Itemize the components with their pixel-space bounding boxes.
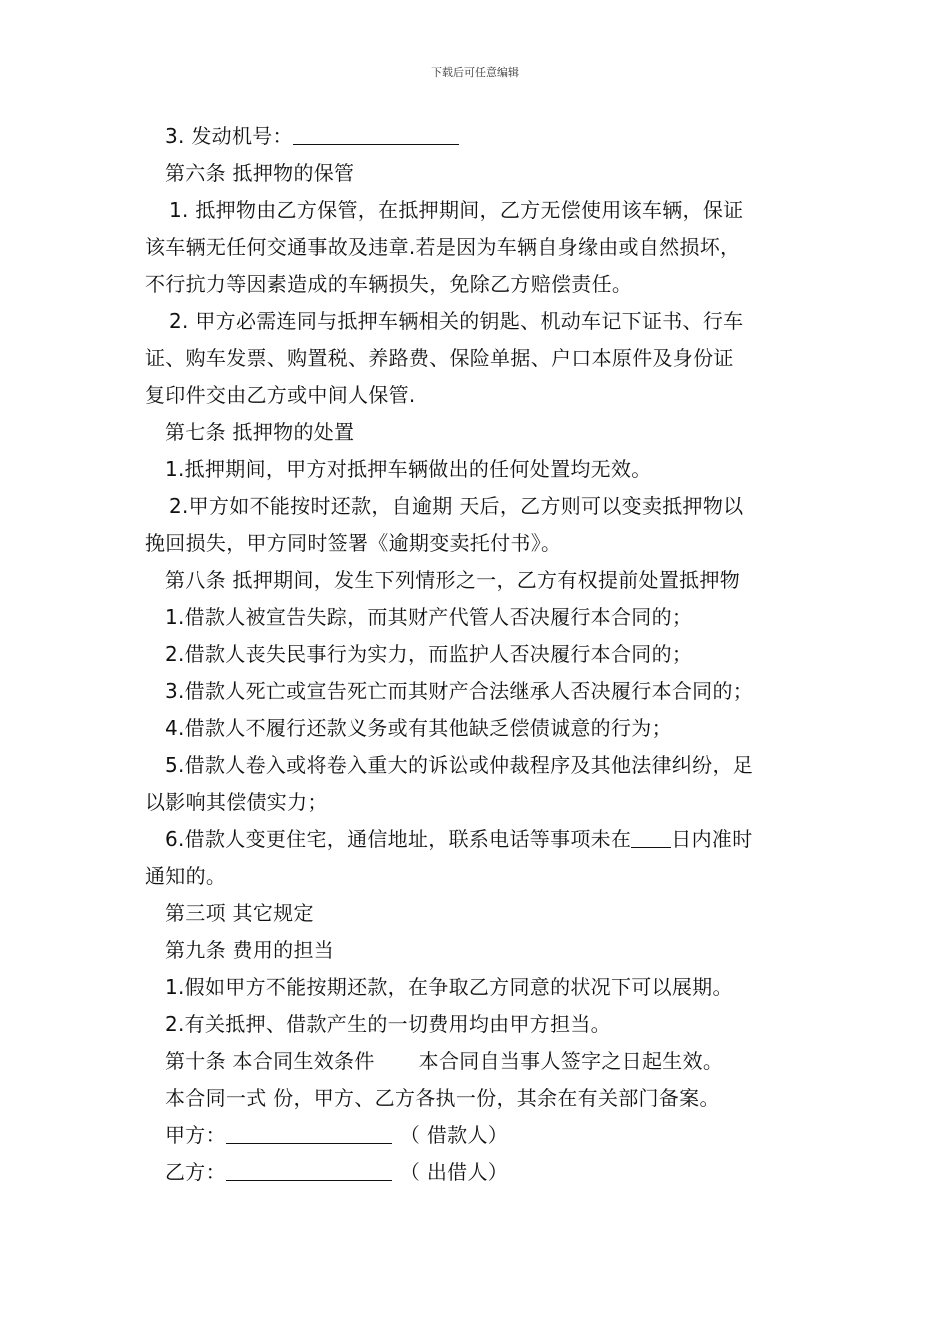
article-8-clause-6-cont: 通知的。 <box>145 864 227 888</box>
article-8-clause-6-suffix: 日内准时 <box>671 827 753 851</box>
article-8-clause-6 <box>145 821 810 858</box>
document-body <box>145 118 810 1191</box>
party-a-blank <box>226 1119 392 1144</box>
article-10-heading: 第十条 本合同生效条件 <box>165 1049 375 1073</box>
article-7-clause-2: 2.甲方如不能按时还款，自逾期 天后，乙方则可以变卖抵押物以 <box>169 494 744 518</box>
engine-number-blank <box>293 120 459 145</box>
article-9-heading: 第九条 费用的担当 <box>165 938 335 962</box>
party-b-blank <box>226 1156 392 1181</box>
days-blank <box>631 823 671 848</box>
article-7-clause-1: 1.抵押期间，甲方对抵押车辆做出的任何处置均无效。 <box>165 457 652 481</box>
article-8-clause-5-cont: 以影响其偿债实力； <box>145 790 328 814</box>
article-7-heading: 第七条 抵押物的处置 <box>165 420 355 444</box>
article-6-heading: 第六条 抵押物的保管 <box>165 161 355 185</box>
party-b-role: （ 出借人） <box>399 1160 509 1184</box>
article-6-clause-1: 1. 抵押物由乙方保管，在抵押期间，乙方无偿使用该车辆，保证 <box>169 198 744 222</box>
party-b-label: 乙方： <box>165 1160 226 1184</box>
engine-number-line <box>145 118 810 155</box>
article-6-clause-2-cont2: 复印件交由乙方或中间人保管. <box>145 383 416 407</box>
article-8-clause-1: 1.借款人被宣告失踪，而其财产代管人否决履行本合同的； <box>165 605 693 629</box>
article-9-clause-2: 2.有关抵押、借款产生的一切费用均由甲方担当。 <box>165 1012 611 1036</box>
article-9-clause-1: 1.假如甲方不能按期还款，在争取乙方同意的状况下可以展期。 <box>165 975 733 999</box>
article-8-clause-6-text: 6.借款人变更住宅，通信地址，联系电话等事项未在 <box>165 827 632 851</box>
article-8-clause-3: 3.借款人死亡或宣告死亡而其财产合法继承人否决履行本合同的； <box>165 679 754 703</box>
article-6-clause-1-cont: 该车辆无任何交通事故及违章.若是因为车辆自身缘由或自然损坏， <box>145 235 741 259</box>
party-a-label: 甲方： <box>165 1123 226 1147</box>
party-a-role: （ 借款人） <box>399 1123 509 1147</box>
article-10-line <box>145 1043 810 1080</box>
article-8-clause-4: 4.借款人不履行还款义务或有其他缺乏偿债诚意的行为； <box>165 716 672 740</box>
engine-number-label: 3. 发动机号： <box>165 124 293 148</box>
article-6-clause-2-cont: 证、购车发票、购置税、养路费、保险单据、户口本原件及身份证 <box>145 346 734 370</box>
article-8-heading: 第八条 抵押期间，发生下列情形之一，乙方有权提前处置抵押物 <box>165 568 741 592</box>
party-a-signature-line <box>145 1117 810 1154</box>
article-8-clause-5: 5.借款人卷入或将卷入重大的诉讼或仲裁程序及其他法律纠纷，足 <box>165 753 754 777</box>
article-6-clause-1-cont2: 不行抗力等因素造成的车辆损失，免除乙方赔偿责任。 <box>145 272 633 296</box>
article-10-text: 本合同自当事人签字之日起生效。 <box>418 1049 724 1073</box>
party-b-signature-line <box>145 1154 810 1191</box>
article-7-clause-2-cont: 挽回损失，甲方同时签署《逾期变卖托付书》。 <box>145 531 562 555</box>
article-8-clause-2: 2.借款人丧失民事行为实力，而监护人否决履行本合同的； <box>165 642 693 666</box>
copies-line: 本合同一式 份，甲方、乙方各执一份，其余在有关部门备案。 <box>165 1086 720 1110</box>
section-3-heading: 第三项 其它规定 <box>165 901 314 925</box>
page-header: 下载后可任意编辑 <box>431 66 519 79</box>
article-6-clause-2: 2. 甲方必需连同与抵押车辆相关的钥匙、机动车记下证书、行车 <box>169 309 744 333</box>
